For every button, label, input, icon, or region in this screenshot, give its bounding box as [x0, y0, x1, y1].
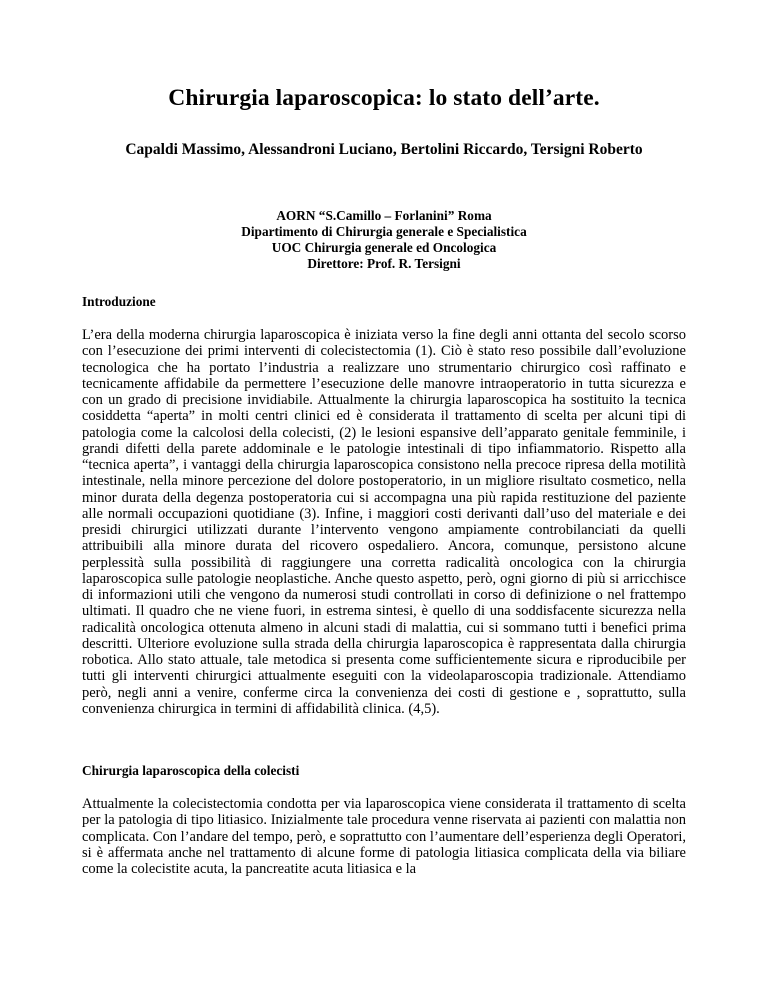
affiliation-department: Dipartimento di Chirurgia generale e Specialistica [241, 224, 527, 239]
author-list: Capaldi Massimo, Alessandroni Luciano, Bertolini Riccardo, Tersigni Roberto [125, 141, 643, 158]
affiliation-unit: UOC Chirurgia generale ed Oncologica [271, 240, 497, 255]
section-heading-introduzione: Introduzione [82, 294, 156, 309]
section-body-introduzione: L’era della moderna chirurgia laparoscopica è iniziata verso la fine degli anni ottanta del secolo scorso con l’esecuzione dei primi interventi di colecistectomia (1). Ciò è stato reso possibile dall’evoluzione tecnologica che ha portato l’industria a realizzare uno strumentario chirurgico così raffinato e tecnicamente affidabile da permettere l’esecuzione delle manovre intraoperatorio in tutta sicurezza e con un grado di precisione invidiabile. Attualmente la chirurgia laparoscopica ha sostituito la tecnica cosiddetta “aperta” in molti centri clinici ed è considerata il trattamento di scelta per alcuni tipi di patologia come la calcolosi della colecisti, (2) le lesioni espansive dell’apparato genitale femminile, i grandi difetti della parete addominale e le patologie intestinali di tipo infiammatorio. Rispetto alla “tecnica aperta”, i vantaggi della chirurgia laparoscopica consistono nella precoce ripresa della motilità intestinale, nella minore percezione del dolore postoperatorio, in un migliore risultato cosmetico, nella minor durata della degenza postoperatoria cui si accompagna una più rapida restituzione del paziente alle normali occupazioni quotidiane (3). Infine, i maggiori costi derivanti dall’uso del materiale e dei presidi chirurgici utilizzati durante l’intervento vengono ampiamente controbilanciati da quelli attribuibili alla minore durata del ricovero ospedaliero. Ancora, comunque, persistono alcune perplessità sulla possibilità di raggiungere una corretta radicalità oncologica con la chirurgia laparoscopica sulle patologie neoplastiche. Anche questo aspetto, però, ogni giorno di più si arricchisce di informazioni utili che vengono da numerosi studi controllati in corso di definizione o nel frattempo ultimati. Il quadro che ne viene fuori, in estrema sintesi, è quello di una soddisfacente sicurezza nella radicalità oncologica ottenuta almeno in alcuni stadi di malattia, cui si sommano tutti i benefici prima descritti. Ulteriore evoluzione sulla strada della chirurgia laparoscopica è rappresentata dalla chirurgia robotica. Allo stato attuale, tale metodica si presenta come sufficientemente sicura e riproducibile per tutti gli interventi chirurgici attualmente eseguiti con la videolaparoscopia tradizionale. Attendiamo però, negli anni a venire, conferme circa la convenienza dei costi di gestione e , soprattutto, sulla convenienza chirurgica in termini di affidabilità clinica. (4,5). [82, 327, 686, 717]
affiliation-block [82, 208, 686, 272]
affiliation-hospital: AORN “S.Camillo – Forlanini” Roma [276, 208, 492, 223]
affiliation-director: Direttore: Prof. R. Tersigni [307, 256, 461, 271]
paper-title: Chirurgia laparoscopica: lo stato dell’arte. [168, 85, 600, 111]
section-body-colecisti: Attualmente la colecistectomia condotta per via laparoscopica viene considerata il trattamento di scelta per la patologia di tipo litiasico. Inizialmente tale procedura venne riservata ai pazienti con malattia non complicata. Con l’andare del tempo, però, e soprattutto con l’aumentare dell’esperienza degli Operatori, si è affermata anche nel trattamento di alcune forme di patologia litiasica complicata della via biliare come la colecistite acuta, la pancreatite acuta litiasica e la [82, 796, 686, 877]
section-heading-colecisti: Chirurgia laparoscopica della colecisti [82, 763, 300, 778]
